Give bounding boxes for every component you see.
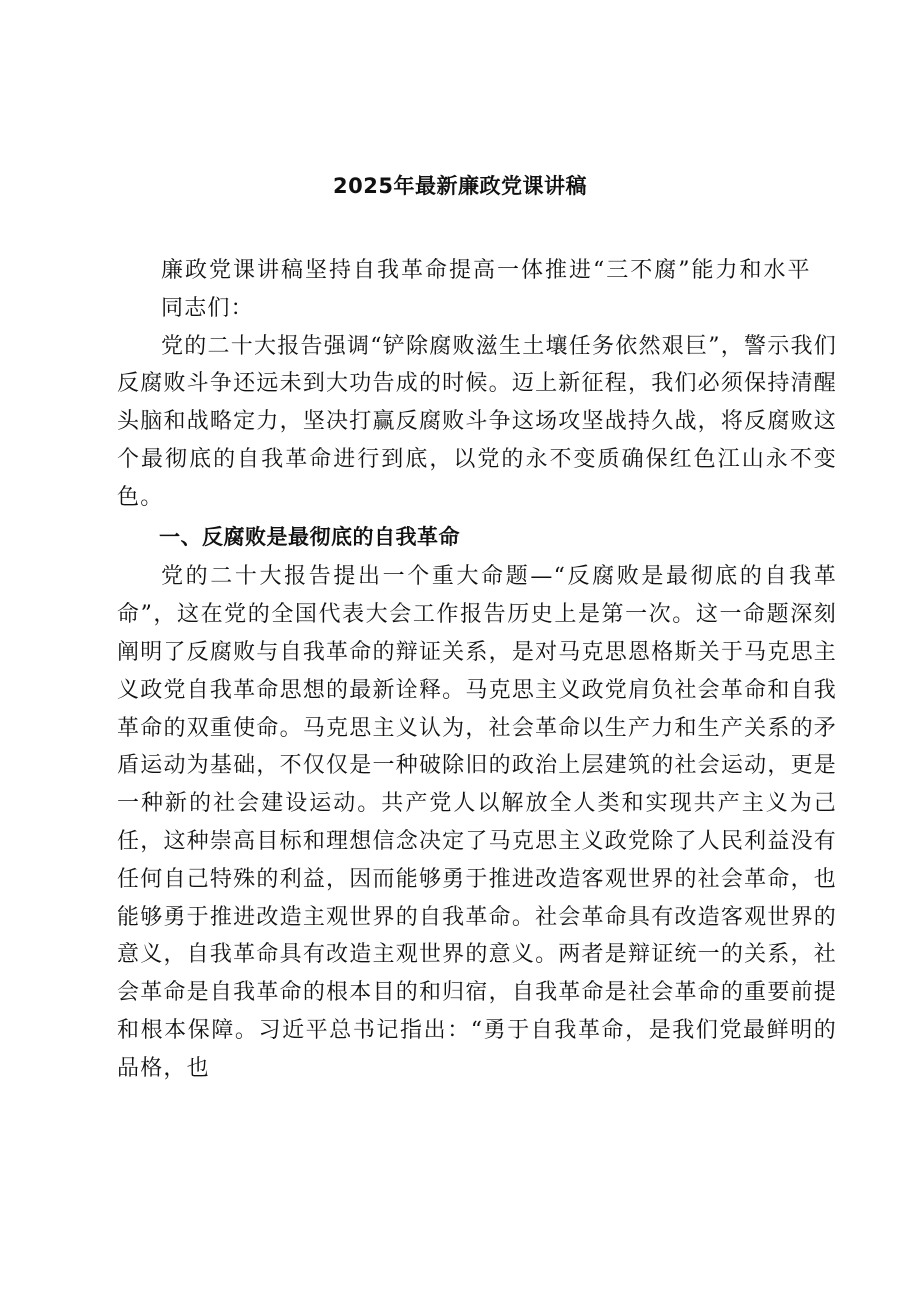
document-title: 2025年最新廉政党课讲稿 — [333, 174, 587, 198]
section-heading: 一、反腐败是最彻底的自我革命 — [159, 524, 460, 549]
salutation: 同志们： — [161, 295, 254, 321]
document-body — [117, 252, 837, 1088]
intro-paragraph: 党的二十大报告强调“铲除腐败滋生土壤任务依然艰巨”，警示我们反腐败斗争还远未到大功告成的时候。迈上新征程，我们必须保持清醒头脑和战略定力，坚决打赢反腐败斗争这场攻坚战持久战，将反腐败这个最彻底的自我革命进行到底，以党的永不变质确保红色江山永不变色。 — [117, 333, 837, 510]
section-paragraph: 党的二十大报告提出一个重大命题—“反腐败是最彻底的自我革命”，这在党的全国代表大会工作报告历史上是第一次。这一命题深刻阐明了反腐败与自我革命的辩证关系，是对马克思恩格斯关于马克思主义政党自我革命思想的最新诠释。马克思主义政党肩负社会革命和自我革命的双重使命。马克思主义认为，社会革命以生产力和生产关系的矛盾运动为基础，不仅仅是一种破除旧的政治上层建筑的社会运动，更是一种新的社会建设运动。共产党人以解放全人类和实现共产主义为己任，这种崇高目标和理想信念决定了马克思主义政党除了人民利益没有任何自己特殊的利益，因而能够勇于推进改造客观世界的社会革命，也能够勇于推进改造主观世界的自我革命。社会革命具有改造客观世界的意义，自我革命具有改造主观世界的意义。两者是辩证统一的关系，社会革命是自我革命的根本目的和归宿，自我革命是社会革命的重要前提和根本保障。习近平总书记指出：“勇于自我革命，是我们党最鲜明的品格，也 — [117, 564, 837, 1081]
document-subtitle: 廉政党课讲稿坚持自我革命提高一体推进“三不腐”能力和水平 — [161, 258, 812, 283]
